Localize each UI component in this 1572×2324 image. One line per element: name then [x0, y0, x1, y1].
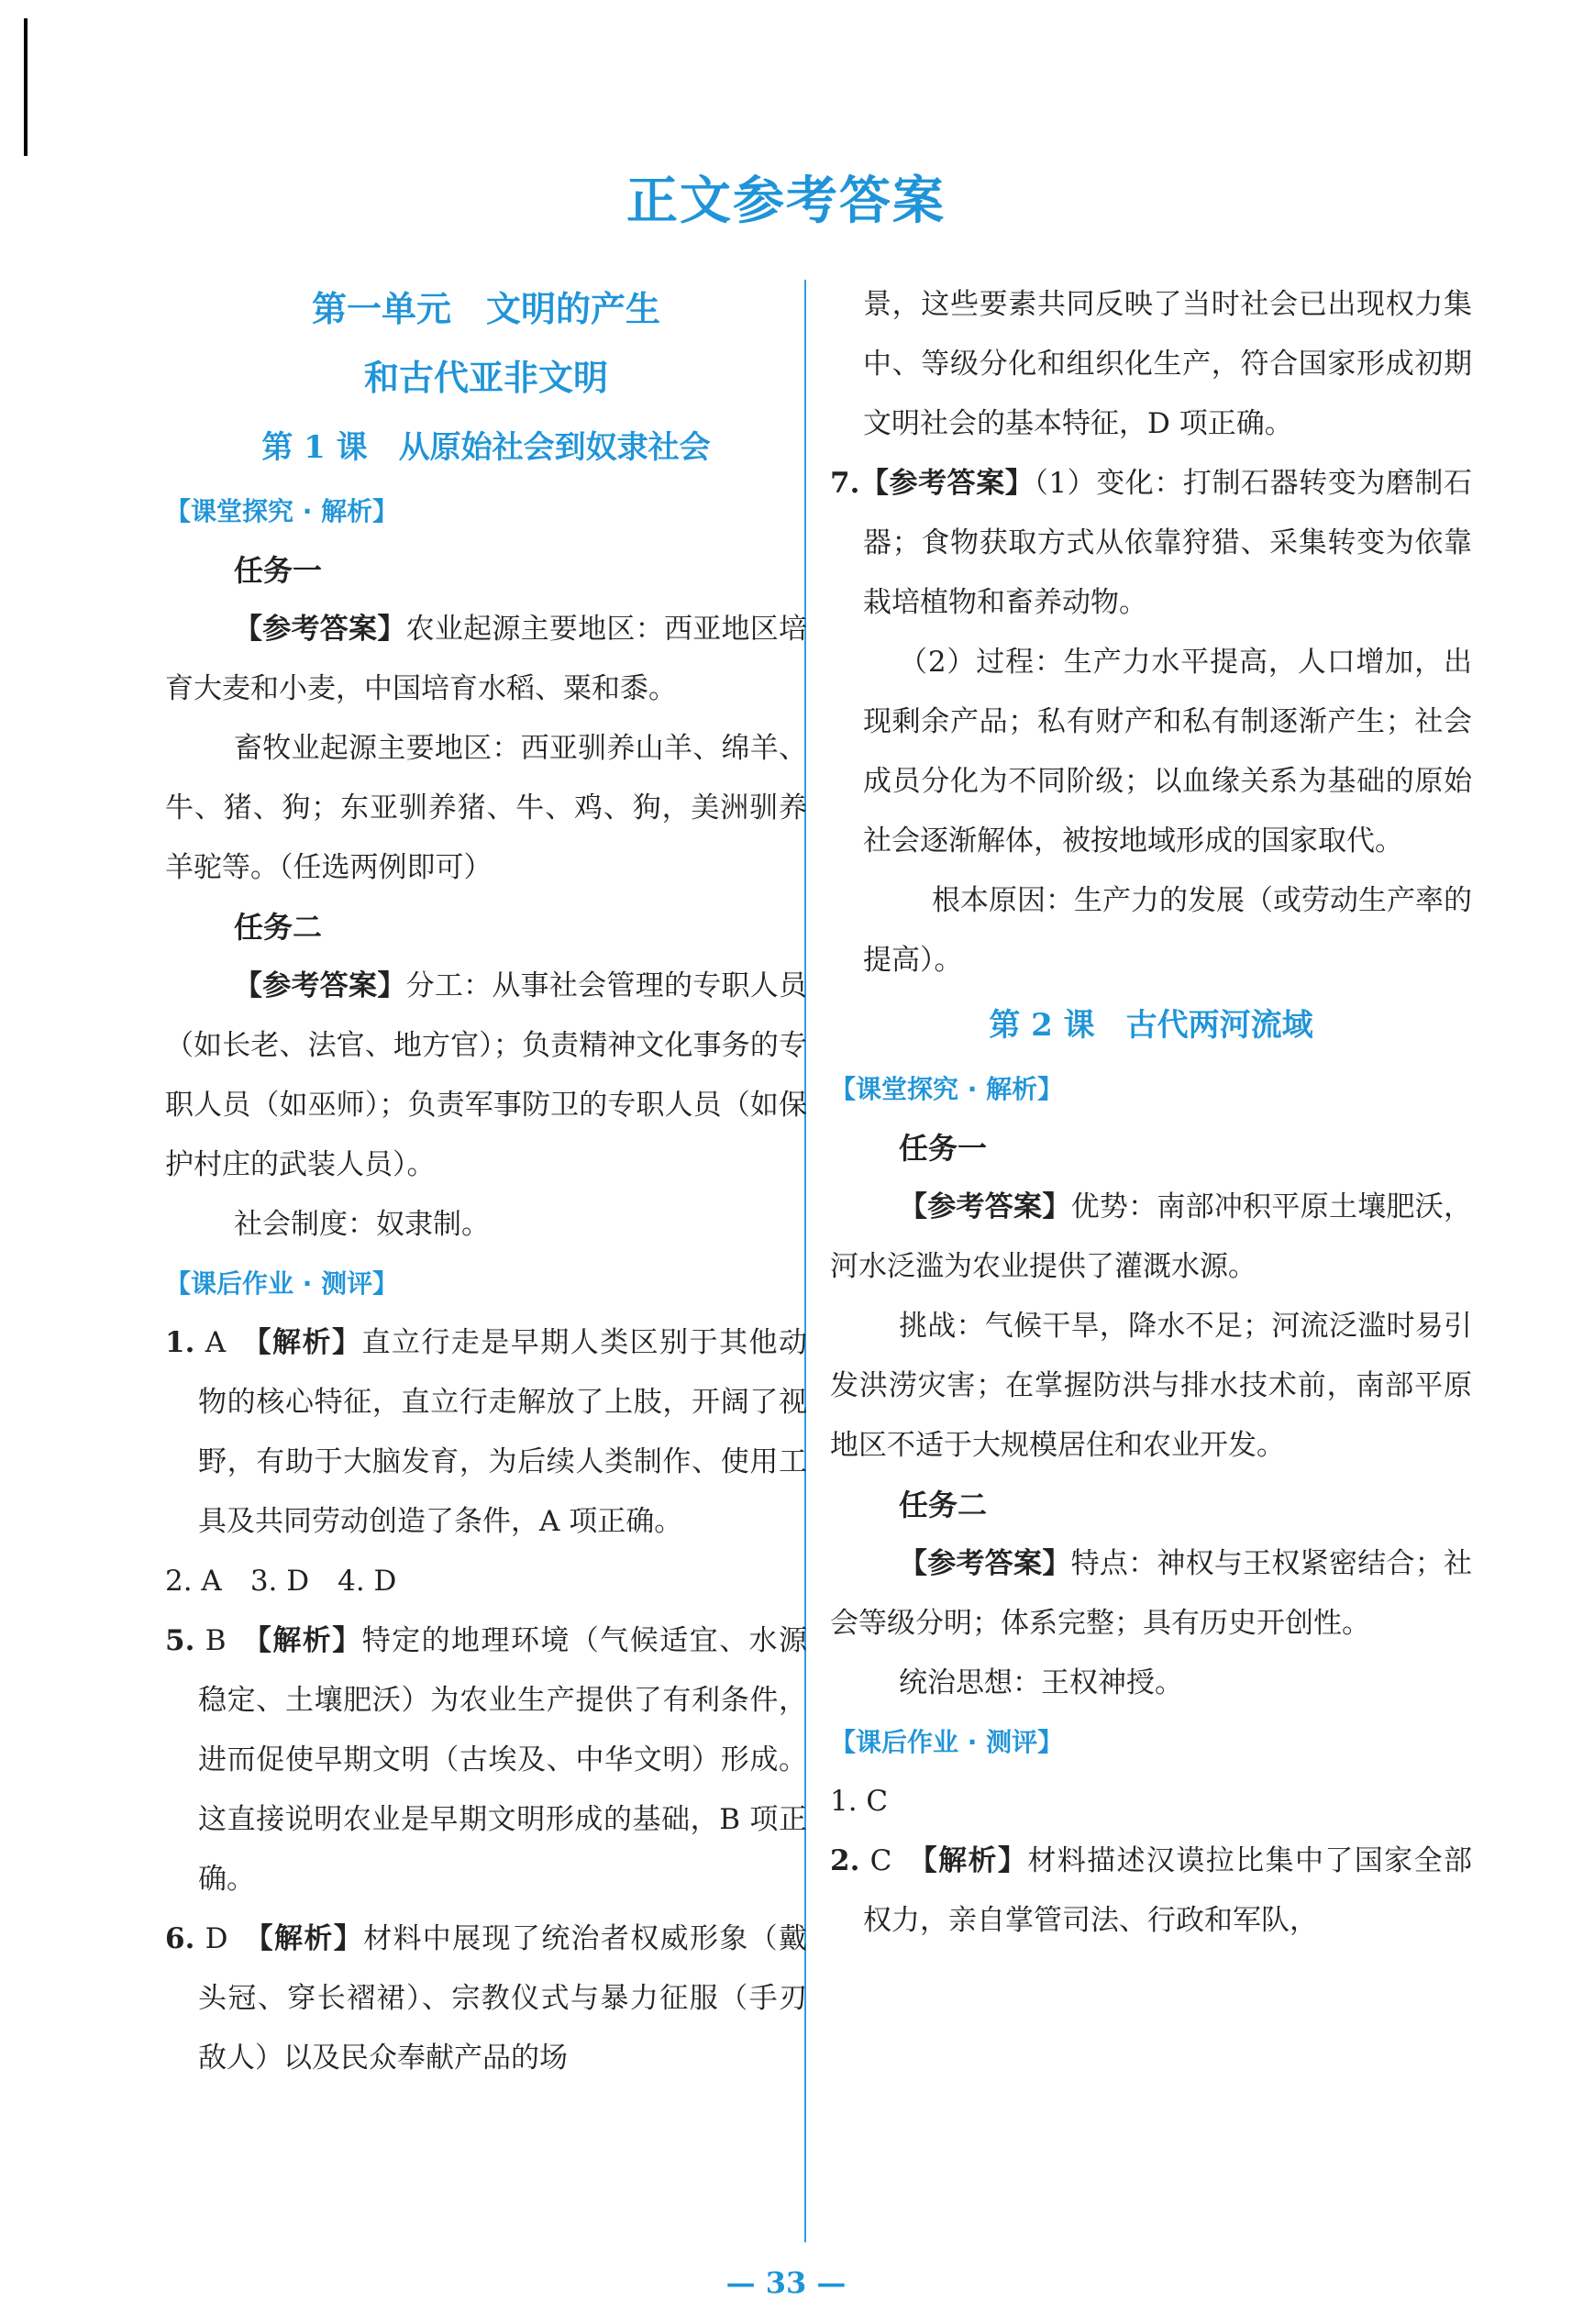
question-1-text: 直立行走是早期人类区别于其他动物的核心特征，直立行走解放了上肢，开阔了视野，有助于大脑发育，为后续人类制作、使用工具及共同劳动创造了条件，A 项正确。: [198, 1326, 808, 1538]
task-2-answer: [165, 957, 807, 1195]
question-6: [165, 1909, 807, 2088]
task-1-answer-text: 农业起源主要地区：西亚地区培育大麦和小麦，中国培育水稻、粟和黍。: [165, 613, 808, 705]
analysis-label: 【解析】: [259, 1922, 364, 1955]
question-7-part-1: （1）变化：打制石器转变为磨制石器；食物获取方式从依靠狩猎、采集转变为依靠栽培植物和畜养动物。: [863, 467, 1472, 619]
lesson-1-title: 第 1 课 从原始社会到奴隶社会: [261, 429, 711, 466]
questions-2-4: 2. A 3. D 4. D: [165, 1565, 397, 1598]
question-answer: A: [205, 1326, 227, 1359]
task-1-answer-text: 优势：南部冲积平原土壤肥沃，河水泛滥为农业提供了灌溉水源。: [830, 1190, 1473, 1283]
task-2-heading: 任务二: [899, 1488, 988, 1522]
question-7-part-2: （2）过程：生产力水平提高，人口增加，出现剩余产品；私有财产和私有制逐渐产生；社会成员分化为不同阶级；以血缘关系为基础的原始社会逐渐解体，被按地域形成的国家取代。: [863, 646, 1472, 858]
task-1-heading: 任务一: [899, 1131, 988, 1166]
question-number: 6.: [165, 1922, 195, 1955]
task-2-heading: 任务二: [234, 910, 323, 945]
question-answer: B: [205, 1624, 227, 1657]
question-answer: C: [869, 1844, 892, 1877]
section-tag-homework: 【课后作业 · 测评】: [165, 1268, 399, 1299]
question-7-root-cause: 根本原因：生产力的发展（或劳动生产率的提高）。: [863, 884, 1472, 977]
lesson-2-title: 第 2 课 古代两河流域: [989, 1007, 1313, 1044]
right-column: [830, 275, 1472, 1951]
question-answer: D: [205, 1922, 228, 1955]
question-5-text: 特定的地理环境（气候适宜、水源稳定、土壤肥沃）为农业生产提供了有利条件，进而促使早期文明（古埃及、中华文明）形成。这直接说明农业是早期文明形成的基础，B 项正确。: [198, 1624, 808, 1896]
question-2-text: 材料描述汉谟拉比集中了国家全部权力，亲自掌管司法、行政和军队，: [863, 1844, 1472, 1937]
answer-label: 【参考答案】: [859, 467, 1035, 500]
unit-title-line1: 第一单元 文明的产生: [311, 289, 660, 329]
question-number: 7.: [830, 467, 860, 500]
question-5: [165, 1611, 807, 1909]
left-column: [165, 275, 807, 2088]
page-number: — 33 —: [725, 2265, 847, 2300]
unit-title-line2: 和古代亚非文明: [363, 358, 608, 398]
question-1: 1. C: [830, 1785, 889, 1818]
question-number: 5.: [165, 1624, 195, 1657]
task-1-answer: [165, 600, 807, 719]
question-6-continued: 景，这些要素共同反映了当时社会已出现权力集中、等级分化和组织化生产，符合国家形成初期文明社会的基本特征，D 项正确。: [863, 288, 1472, 440]
section-tag-class-inquiry: 【课堂探究 · 解析】: [165, 496, 399, 526]
task-1-paragraph-2: 畜牧业起源主要地区：西亚驯养山羊、绵羊、牛、猪、狗；东亚驯养猪、牛、鸡、狗，美洲驯养羊驼等。（任选两例即可）: [165, 732, 807, 884]
analysis-label: 【解析】: [923, 1844, 1028, 1877]
answer-label: 【参考答案】: [899, 1190, 1071, 1223]
question-2: [830, 1832, 1472, 1951]
question-6-text: 材料中展现了统治者权威形象（戴头冠、穿长褶裙）、宗教仪式与暴力征服（手刃敌人）以及民众奉献产品的场: [198, 1922, 808, 2075]
question-7: [830, 454, 1472, 633]
task-1-answer: [830, 1178, 1472, 1297]
task-1-heading: 任务一: [234, 553, 323, 588]
margin-rule: [24, 18, 28, 156]
task-2-answer-text: 分工：从事社会管理的专职人员（如长老、法官、地方官）；负责精神文化事务的专职人员（如巫师）；负责军事防卫的专职人员（如保护村庄的武装人员）。: [165, 969, 808, 1181]
question-1: [165, 1313, 807, 1552]
answer-label: 【参考答案】: [899, 1547, 1071, 1580]
task-2-answer-text: 特点：神权与王权紧密结合；社会等级分明；体系完整；具有历史开创性。: [830, 1547, 1473, 1640]
section-tag-homework: 【课后作业 · 测评】: [830, 1727, 1064, 1757]
page-title: 正文参考答案: [626, 172, 946, 231]
answer-label: 【参考答案】: [234, 969, 406, 1002]
question-number: 2.: [830, 1844, 860, 1877]
task-2-paragraph-2: 社会制度：奴隶制。: [234, 1208, 490, 1241]
task-2-paragraph-2: 统治思想：王权神授。: [899, 1666, 1183, 1699]
task-2-answer: [830, 1534, 1472, 1654]
answer-label: 【参考答案】: [234, 613, 406, 646]
section-tag-class-inquiry: 【课堂探究 · 解析】: [830, 1074, 1064, 1104]
analysis-label: 【解析】: [257, 1624, 362, 1657]
analysis-label: 【解析】: [257, 1326, 362, 1359]
question-number: 1.: [165, 1326, 195, 1359]
task-1-paragraph-2: 挑战：气候干旱，降水不足；河流泛滥时易引发洪涝灾害；在掌握防洪与排水技术前，南部平原地区不适于大规模居住和农业开发。: [830, 1310, 1472, 1462]
